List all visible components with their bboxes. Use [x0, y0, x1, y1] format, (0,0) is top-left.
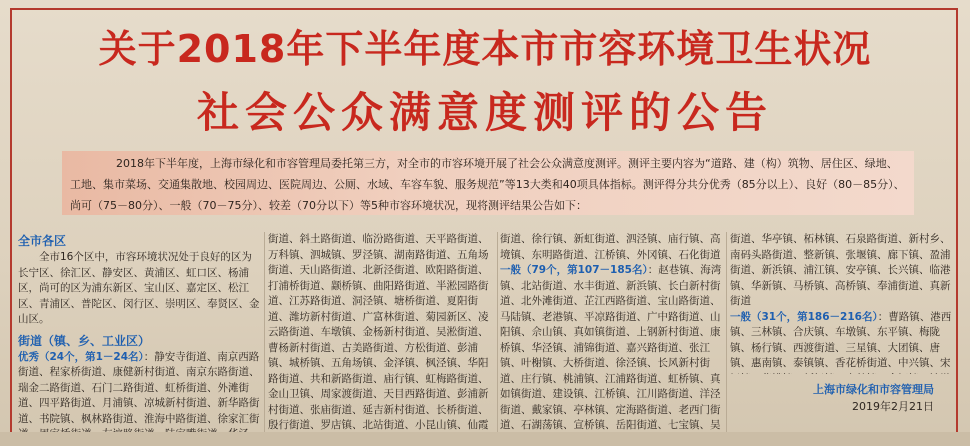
excellent-label: 优秀（24个，第1－24名）	[18, 350, 144, 363]
ordinary-text: ：赵巷镇、海湾镇、北站街道、水丰街道、新浜镇、长白新村街道、北外滩街道、芷江西路街道、宝山路街道、马陆镇、老港镇、平凉路街道、广中路街道、山阳镇、佘山镇、真如镇街道、上钢新村街道、康桥镇、华泾镇、浦锦街道、嘉兴路街道、张江镇、叶榭镇、大桥街道、徐泾镇、长风新村街道、庄行镇、桃浦镇、江浦路街道、虹桥镇、真如镇街道、建设镇、江桥镇、江川路街道、洋泾街道、戴家镇、亭林镇、定海路街道、老西门街道、石湖荡镇、宣桥镇、岳阳街道、七宝镇、吴	[500, 264, 722, 431]
districts-heading: 全市各区	[18, 234, 67, 248]
signature-date: 2019年2月21日	[852, 400, 934, 413]
column-divider	[497, 232, 498, 432]
intro-paragraph: 2018年下半年度，上海市绿化和市容管理局委托第三方，对全市的市容环境开展了社会公众满意度测评。测评主要内容为“道路、建（构）筑物、居住区、绿地、工地、集市菜场、交通集散地、校园周边、医院周边、公厕、水域、车容车貌、服务规范”等13大类和40项具体指标。测评得分共分优秀（85分以上）、良好（80－85分）、尚可（75－80分）、一般（70－75分）、较差（70分以下）等5种市容环境状况，现将测评结果公告如下：	[62, 151, 914, 215]
col2-text: 街道、斜土路街道、临汾路街道、天平路街道、万科镇、泗城镇、罗泾镇、湖南路街道、五角场街道、天山路街道、北新泾街道、欧阳路街道、打浦桥街道、颛桥镇、曲阳路街道、半淞园路街道、江苏路街道、洞泾镇、塘桥街道、夏阳街道、潍坊新村街道、广富林街道、菊园新区、凌云路街道、车墩镇、金杨新村街道、吴淞街道、曹杨新村街道、古美路街道、方松街道、彭浦镇、城桥镇、五角场镇、金泽镇、枫泾镇、华阳路街道、共和新路街道、庙行镇、虹梅路街道、金山卫镇、周家渡街道、天目西路街道、彭浦新村街道、张庙街道、延吉新村街道、长桥街道、殷行街道、罗店镇、北站街道、小昆山镇、仙霞	[268, 233, 489, 431]
col3-text-a: 街道、徐行镇、新虹街道、泗泾镇、庙行镇、高境镇、东明路街道、江桥镇、外冈镇、石化街道	[500, 233, 721, 261]
ordinary-label: 一般（79个，第107－185名）	[500, 264, 648, 276]
page-bottom-edge	[0, 432, 970, 446]
poor-label: 一般（31个，第186－216名）	[730, 310, 878, 323]
poor-text: ：曹路镇、港西镇、三林镇、合庆镇、车墩镇、东平镇、梅陇镇、杨行镇、西渡街道、三星镇、大团镇、唐镇、惠南镇、泰镇镇、香花桥街道、中兴镇、宋	[730, 310, 952, 369]
streets-heading: 街道（镇、乡、工业区）	[18, 333, 151, 348]
column-4	[730, 232, 956, 374]
signature-org: 上海市绿化和市容管理局	[813, 383, 934, 396]
notice-title-line2: 社会公众满意度测评的公告	[196, 88, 773, 137]
excellent-text: ：静安寺街道、南京西路街道、程家桥街道、康健新村街道、南京东路街道、瑞金二路街道、石门二路街道、虹桥街道、外滩街道、四平路街道、月浦镇、凉城新村街道、新华路街道、书院镇、枫林路街道、淮海中路街道、徐家汇街	[18, 350, 260, 425]
column-divider	[264, 232, 265, 432]
poor-paragraph	[730, 310, 956, 375]
column-divider	[726, 232, 727, 432]
column-1	[18, 232, 262, 442]
notice-title-line1: 关于2018年下半年度本市市容环境卫生状况	[98, 27, 872, 71]
column-3	[500, 232, 722, 442]
col4-text-a: 街道、华亭镇、柘林镇、石泉路街道、新村乡、南码头路街道、整新镇、张堰镇、廊下镇、盈浦街道、新浜镇、浦江镇、安亭镇、长兴镇、临港镇、华新镇、马桥镇、高桥镇、奉浦街道、真新街道	[730, 233, 951, 307]
excellent-paragraph	[18, 350, 262, 443]
districts-text: 全市16个区中，市容环境状况处于良好的区为长宁区、徐汇区、静安区、黄浦区、虹口区、杨浦区，尚可的区为浦东新区、宝山区、嘉定区、松江区、青浦区、普陀区、闵行区、崇明区、奉贤区、金山区。	[18, 251, 260, 325]
column-2	[268, 232, 496, 442]
ordinary-paragraph	[500, 263, 722, 442]
